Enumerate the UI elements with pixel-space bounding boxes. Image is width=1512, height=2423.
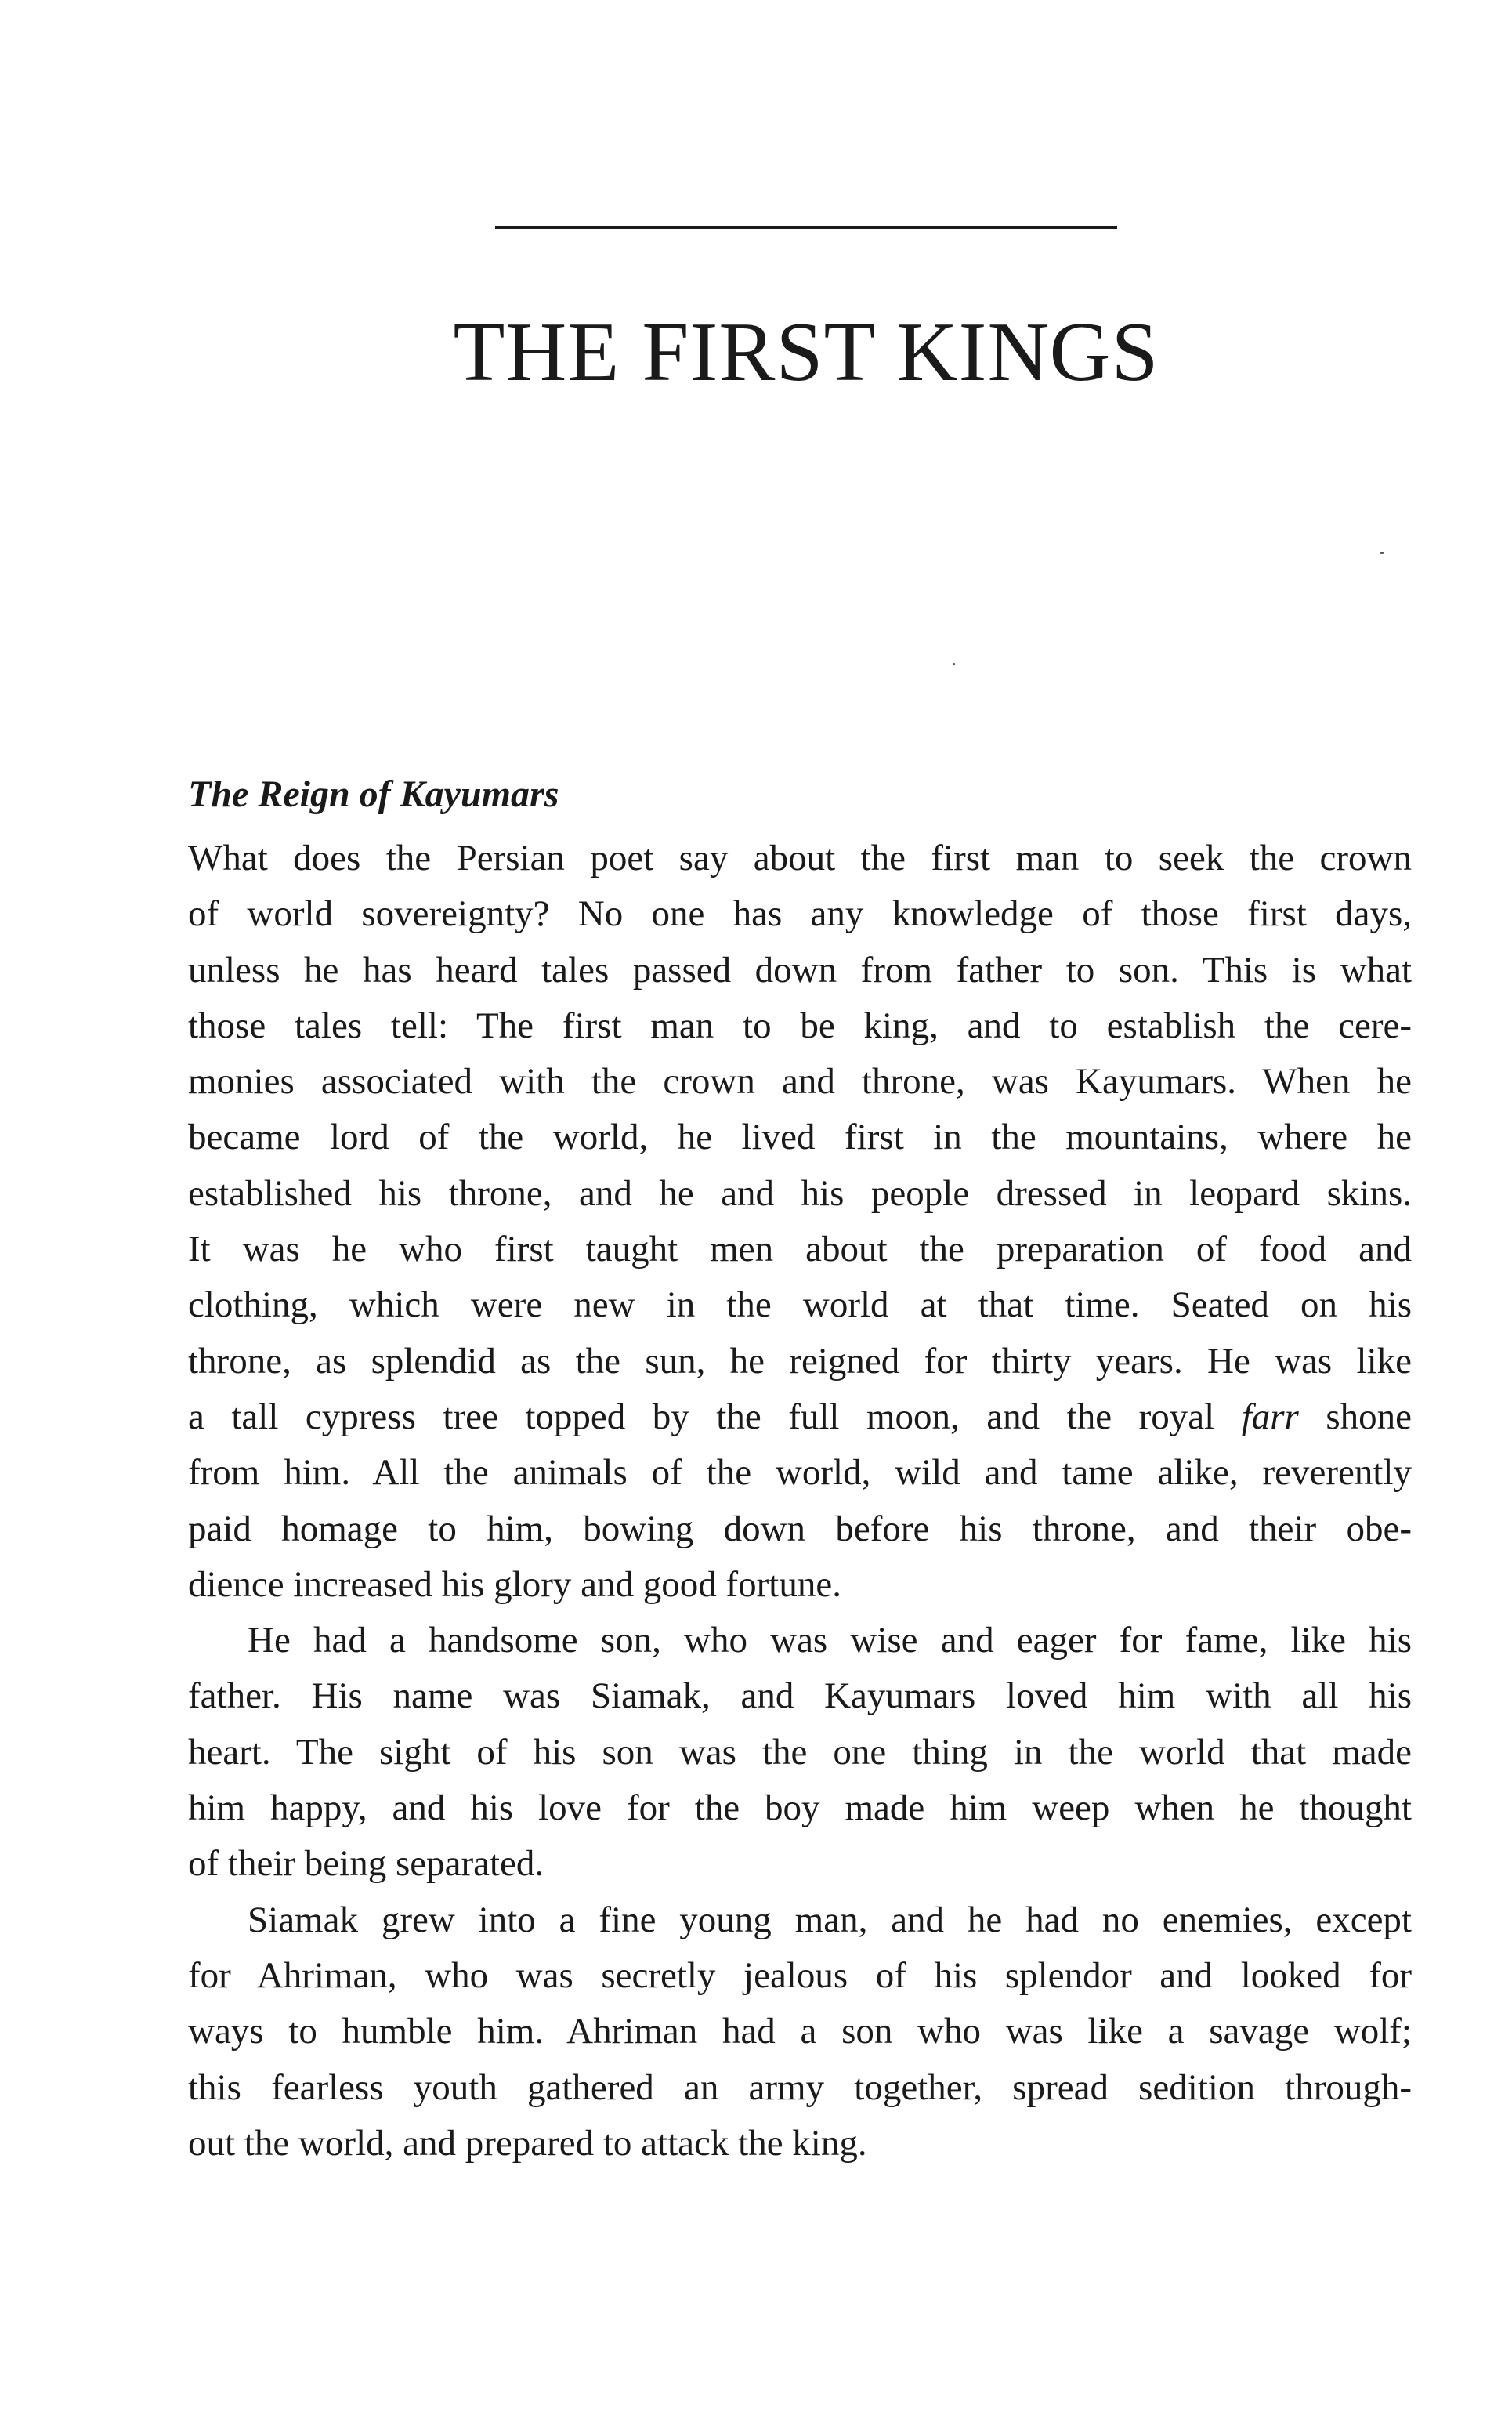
text-line: those tales tell: The first man to be king, and to establish the cere- [188,1005,1412,1046]
text-line: established his throne, and he and his people dressed in leopard skins. [188,1172,1412,1214]
italic-term-farr: farr [1241,1396,1299,1437]
paragraph-3 [188,1892,1412,2171]
text-line: of their being separated. [188,1843,544,1885]
text-line: throne, as splendid as the sun, he reigned for thirty years. He was like [188,1340,1412,1382]
text-line: He had a handsome son, who was wise and eager for fame, like his [248,1620,1412,1661]
text-line: paid homage to him, bowing down before his throne, and their obe- [188,1508,1412,1549]
body-text [188,831,1412,2171]
text-line: from him. All the animals of the world, wild and tame alike, reverently [188,1452,1412,1494]
text-line: became lord of the world, he lived first in the mountains, where he [188,1117,1412,1158]
text-line: unless he has heard tales passed down from father to son. This is what [188,949,1412,991]
text-line: Siamak grew into a fine young man, and he had no enemies, except [248,1899,1412,1940]
paragraph-2 [188,1613,1412,1892]
text-line: ways to humble him. Ahriman had a son who was like a savage wolf; [188,2011,1412,2052]
text-line [188,1389,1412,1445]
text-line: of world sovereignty? No one has any knowledge of those first days, [188,893,1412,935]
text-line: him happy, and his love for the boy made him weep when he thought [188,1787,1412,1829]
text-line: father. His name was Siamak, and Kayumars loved him with all his [188,1675,1412,1717]
text-line: for Ahriman, who was secretly jealous of his splendor and looked for [188,1954,1412,1996]
text-line: dience increased his glory and good fortune. [188,1563,841,1605]
section-heading: The Reign of Kayumars [188,773,559,815]
text-line: It was he who first taught men about the preparation of food and [188,1229,1412,1270]
text-line: What does the Persian poet say about the first man to seek the crown [188,838,1412,878]
text-line: this fearless youth gathered an army together, spread sedition through- [188,2066,1412,2108]
scan-speck [953,663,955,665]
paragraph-1 [188,831,1412,1613]
title-rule [495,226,1117,229]
text-line: heart. The sight of his son was the one thing in the world that made [188,1731,1412,1773]
text-line: out the world, and prepared to attack the king. [188,2122,867,2164]
scan-speck [1380,552,1384,554]
text-line: clothing, which were new in the world at that time. Seated on his [188,1284,1412,1326]
text-segment: shone [1298,1396,1413,1437]
text-segment: a tall cypress tree topped by the full moon, and the royal [188,1396,1242,1437]
text-line: monies associated with the crown and throne, was Kayumars. When he [188,1061,1412,1103]
chapter-title: THE FIRST KINGS [453,306,1159,400]
